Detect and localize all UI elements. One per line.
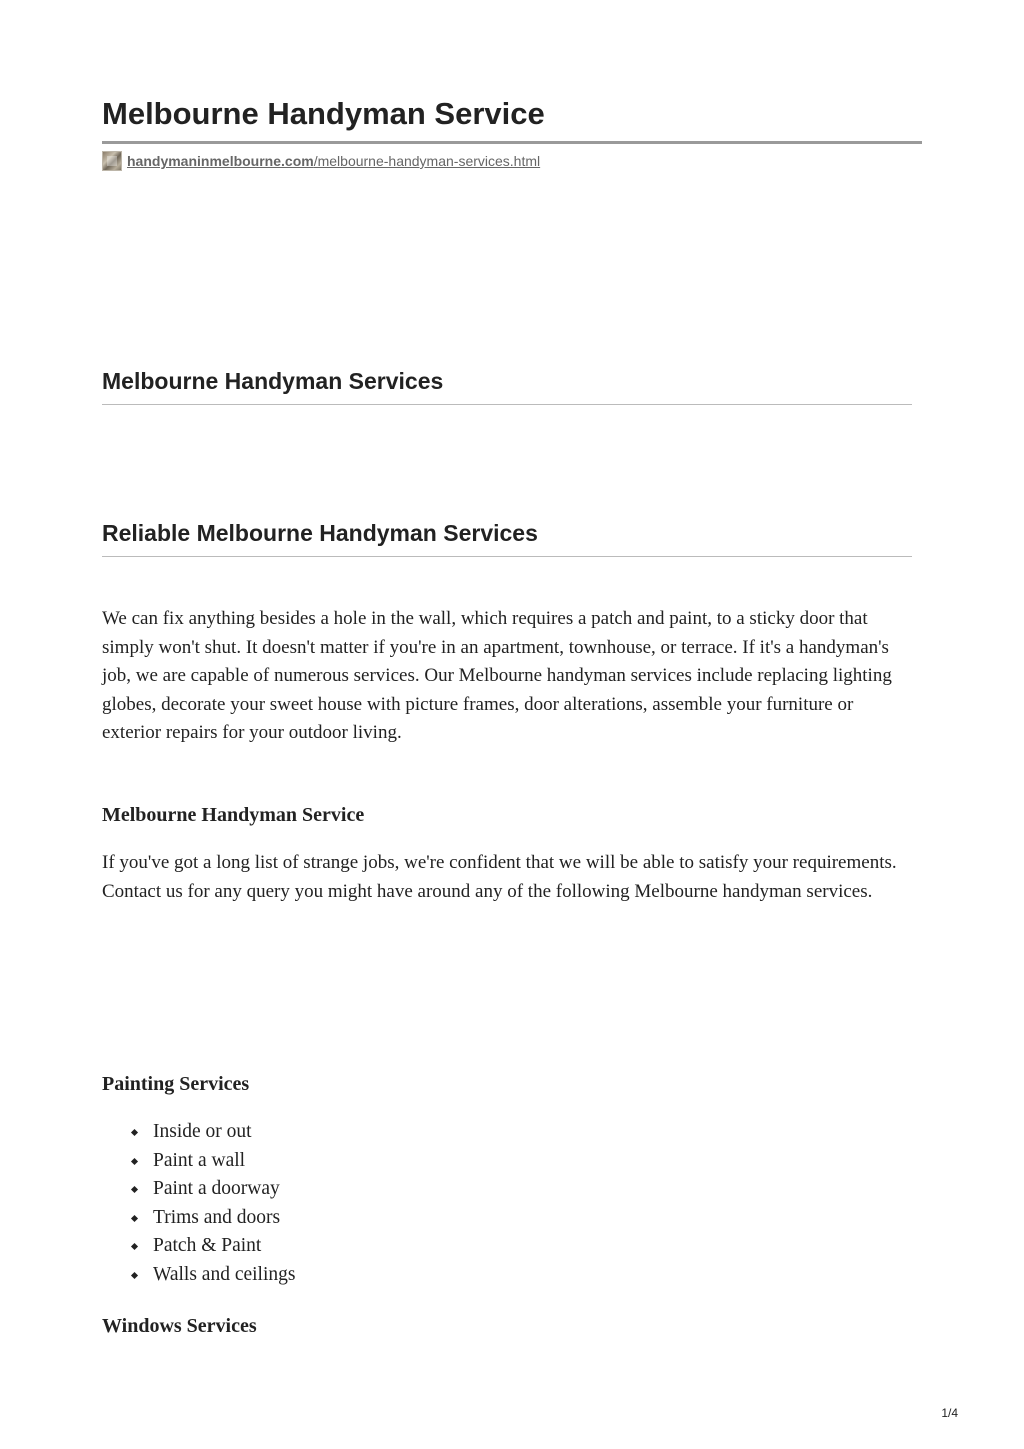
list-item — [102, 1232, 295, 1261]
page-title: Melbourne Handyman Service — [102, 96, 545, 131]
list-item — [102, 1175, 295, 1204]
painting-services-list — [102, 1118, 295, 1290]
list-item — [102, 1147, 295, 1176]
list-item-text: Patch & Paint — [153, 1235, 262, 1257]
section-heading-services: Melbourne Handyman Services — [102, 368, 444, 394]
list-item — [102, 1118, 295, 1147]
painting-services-heading: Painting Services — [102, 1073, 250, 1095]
page-number: 1/4 — [941, 1406, 958, 1420]
site-favicon-icon — [102, 151, 122, 171]
section-heading-reliable: Reliable Melbourne Handyman Services — [102, 520, 538, 546]
source-url-link[interactable] — [127, 153, 540, 169]
title-divider — [102, 141, 922, 144]
list-item — [102, 1204, 295, 1233]
windows-services-heading: Windows Services — [102, 1315, 257, 1337]
section-divider — [102, 404, 912, 405]
subheading-handyman-service: Melbourne Handyman Service — [102, 804, 365, 826]
bullet-icon — [131, 1186, 138, 1193]
service-paragraph: If you've got a long list of strange jobs, we're confident that we will be able to satisfy your requirements. Contact us for any query you might have around any of the following Melbourne handyman services. — [102, 852, 897, 902]
source-domain: handymaninmelbourne.com — [127, 153, 314, 169]
bullet-icon — [131, 1158, 138, 1165]
list-item-text: Inside or out — [153, 1121, 252, 1142]
bullet-icon — [131, 1243, 138, 1250]
list-item-text: Paint a doorway — [153, 1178, 280, 1200]
bullet-icon — [131, 1215, 138, 1222]
source-path: /melbourne-handyman-services.html — [313, 153, 541, 169]
bullet-icon — [131, 1272, 138, 1279]
list-item-text: Walls and ceilings — [153, 1263, 296, 1285]
list-item-text: Paint a wall — [153, 1149, 246, 1171]
bullet-icon — [131, 1129, 138, 1136]
intro-paragraph: We can fix anything besides a hole in the wall, which requires a patch and paint, to a sticky door that simply won't shut. It doesn't matter if you're in an apartment, townhouse, or terrace. If it's a handyman's job, we are capable of numerous services. Our Melbourne handyman services include replacing lighting globes, decorate your sweet house with picture frames, door alterations, assemble your furniture or exterior repairs for your outdoor living. — [102, 608, 892, 743]
source-url-line — [102, 150, 540, 172]
section-divider — [102, 556, 912, 557]
list-item-text: Trims and doors — [153, 1206, 281, 1228]
list-item — [102, 1261, 295, 1290]
